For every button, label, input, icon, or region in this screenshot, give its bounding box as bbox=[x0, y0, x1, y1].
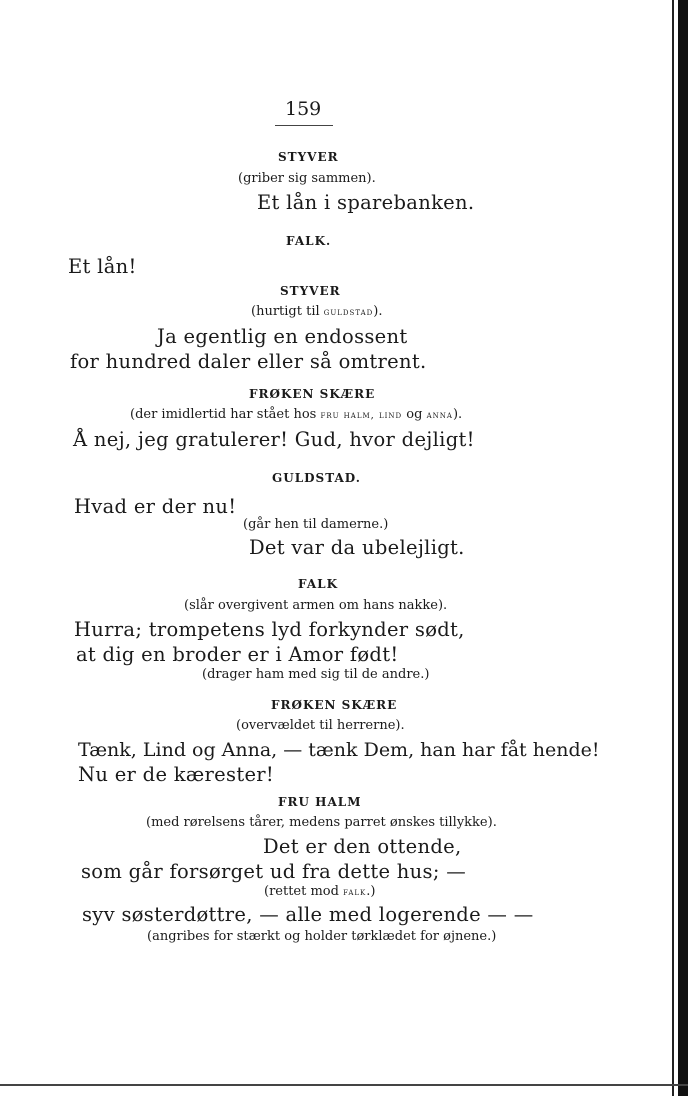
stage-direction: (drager ham med sig til de andre.) bbox=[202, 667, 430, 682]
speaker-label: FRØKEN SKÆRE bbox=[271, 698, 398, 712]
verse-line: Det var da ubelejligt. bbox=[249, 536, 465, 559]
stage-direction: (der imidlertid har stået hos fru halm, lind og anna). bbox=[130, 407, 463, 422]
verse-line: Nu er de kærester! bbox=[78, 763, 275, 786]
speaker-label: FALK bbox=[298, 577, 338, 591]
verse-line: Et lån i sparebanken. bbox=[257, 191, 475, 214]
verse-line: syv søsterdøttre, — alle med logerende — — bbox=[82, 903, 534, 926]
verse-line: som går forsørget ud fra dette hus; — bbox=[81, 860, 466, 883]
page-number-rule bbox=[275, 125, 333, 126]
verse-line: Å nej, jeg gratulerer! Gud, hvor dejligt! bbox=[73, 428, 475, 451]
speaker-label: FRU HALM bbox=[278, 795, 362, 809]
verse-line: at dig en broder er i Amor født! bbox=[76, 643, 399, 666]
verse-line: Hvad er der nu! bbox=[74, 495, 237, 518]
verse-line: Et lån! bbox=[68, 255, 137, 278]
verse-line: Det er den ottende, bbox=[263, 835, 462, 858]
stage-direction: (går hen til damerne.) bbox=[243, 517, 389, 532]
scan-edge-right bbox=[678, 0, 688, 1096]
verse-line: Ja egentlig en endossent bbox=[157, 325, 408, 348]
stage-direction: (angribes for stærkt og holder tørklædet for øjnene.) bbox=[147, 929, 497, 944]
stage-direction: (slår overgivent armen om hans nakke). bbox=[184, 598, 448, 613]
stage-direction: (overvældet til herrerne). bbox=[236, 718, 405, 733]
scan-edge-bottom bbox=[0, 1084, 688, 1086]
stage-direction: (med rørelsens tårer, medens parret ønskes tillykke). bbox=[146, 815, 497, 830]
speaker-label: STYVER bbox=[278, 150, 339, 164]
page-number: 159 bbox=[285, 98, 322, 120]
speaker-label: STYVER bbox=[280, 284, 341, 298]
verse-line: for hundred daler eller så omtrent. bbox=[70, 350, 427, 373]
speaker-label: FALK. bbox=[286, 234, 332, 248]
stage-direction: (rettet mod falk.) bbox=[264, 884, 376, 899]
verse-line: Hurra; trompetens lyd forkynder sødt, bbox=[74, 618, 465, 641]
verse-line: Tænk, Lind og Anna, — tænk Dem, han har fåt hende! bbox=[78, 739, 600, 761]
scan-edge-line bbox=[672, 0, 674, 1096]
speaker-label: FRØKEN SKÆRE bbox=[249, 387, 376, 401]
stage-direction: (griber sig sammen). bbox=[238, 171, 376, 186]
stage-direction: (hurtigt til guldstad). bbox=[251, 304, 383, 319]
speaker-label: GULDSTAD. bbox=[272, 471, 361, 485]
